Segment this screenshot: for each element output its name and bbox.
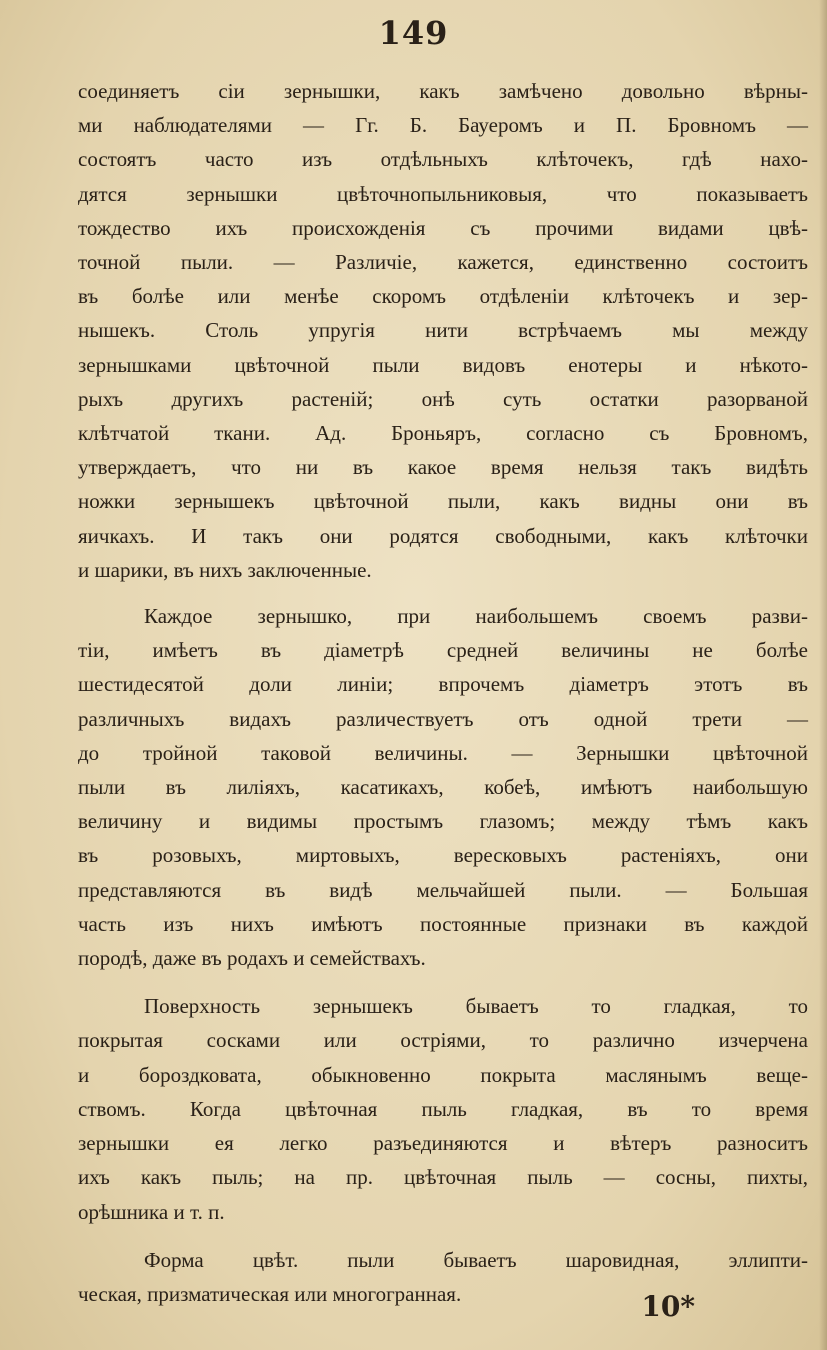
text-line: ми наблюдателями — Гг. Б. Бауеромъ и П. Бровномъ — <box>78 113 808 138</box>
text-line: ножки зернышекъ цвѣточной пыли, какъ видны они въ <box>78 489 808 514</box>
text-line: ческая, призматическая или многогранная. <box>78 1281 462 1306</box>
text-line: различныхъ видахъ различествуетъ отъ одной трети — <box>78 706 808 731</box>
text-line: до тройной таковой величины. — Зернышки цвѣточной <box>78 740 808 765</box>
text-line: Поверхность зернышекъ бываетъ то гладкая, то <box>144 994 808 1019</box>
text-line: пыли въ лиліяхъ, касатикахъ, кобеѣ, имѣютъ наибольшую <box>78 775 808 800</box>
text-line: шестидесятой доли линіи; впрочемъ діаметръ этотъ въ <box>78 672 808 697</box>
text-line: соединяетъ сіи зернышки, какъ замѣчено довольно вѣрны- <box>78 79 808 103</box>
text-line: тождество ихъ происхожденія съ прочими видами цвѣ- <box>78 215 808 240</box>
text-line: Каждое зернышко, при наибольшемъ своемъ разви- <box>144 604 808 629</box>
text-line: точной пыли. — Различіе, кажется, единственно состоитъ <box>78 250 808 275</box>
text-line: яичкахъ. И такъ они родятся свободными, какъ клѣточки <box>78 523 808 548</box>
text-line: орѣшника и т. п. <box>78 1199 225 1224</box>
text-line: ствомъ. Когда цвѣточная пыль гладкая, въ то время <box>78 1096 808 1121</box>
text-line: нышекъ. Столь упругія нити встрѣчаемъ мы между <box>78 318 808 343</box>
text-line: Форма цвѣт. пыли бываетъ шаровидная, эллипти- <box>144 1247 808 1272</box>
paragraph-4 <box>78 1243 808 1311</box>
text-line: часть изъ нихъ имѣютъ постоянные признаки въ каждой <box>78 911 808 936</box>
text-line: покрытая сосками или остріями, то различно изчерчена <box>78 1028 808 1053</box>
text-line: зернышки ея легко разъединяются и вѣтеръ разноситъ <box>78 1131 808 1156</box>
text-line: величину и видимы простымъ глазомъ; между тѣмъ какъ <box>78 809 808 834</box>
text-line: въ болѣе или менѣе скоромъ отдѣленіи клѣточекъ и зер- <box>78 284 808 309</box>
text-line: тіи, имѣетъ въ діаметрѣ средней величины не болѣе <box>78 638 808 663</box>
text-line: клѣтчатой ткани. Ад. Броньяръ, согласно съ Бровномъ, <box>78 421 808 446</box>
body-text <box>78 74 808 1311</box>
paragraph-2 <box>78 599 808 975</box>
paragraph-1 <box>78 74 808 587</box>
page-edge-shadow <box>819 0 827 1350</box>
paragraph-3 <box>78 989 808 1228</box>
text-line: зернышками цвѣточной пыли видовъ енотеры и нѣкото- <box>78 352 808 377</box>
text-line: и бороздковата, обыкновенно покрыта маслянымъ веще- <box>78 1062 808 1087</box>
text-line: въ розовыхъ, миртовыхъ, вересковыхъ растеніяхъ, они <box>78 843 808 868</box>
signature-mark: 10* <box>641 1290 695 1323</box>
text-line: состоятъ часто изъ отдѣльныхъ клѣточекъ, гдѣ нахо- <box>78 147 808 172</box>
text-line: и шарики, въ нихъ заключенные. <box>78 557 372 582</box>
text-line: представляются въ видѣ мельчайшей пыли. — Большая <box>78 877 808 902</box>
page-number: 149 <box>378 14 449 52</box>
text-line: породѣ, даже въ родахъ и семействахъ. <box>78 946 426 971</box>
text-line: рыхъ другихъ растеній; онѣ суть остатки разорваной <box>78 386 808 411</box>
text-line: утверждаетъ, что ни въ какое время нельзя такъ видѣть <box>78 455 808 480</box>
text-line: дятся зернышки цвѣточнопыльниковыя, что показываетъ <box>78 181 808 206</box>
text-line: ихъ какъ пыль; на пр. цвѣточная пыль — сосны, пихты, <box>78 1165 808 1190</box>
